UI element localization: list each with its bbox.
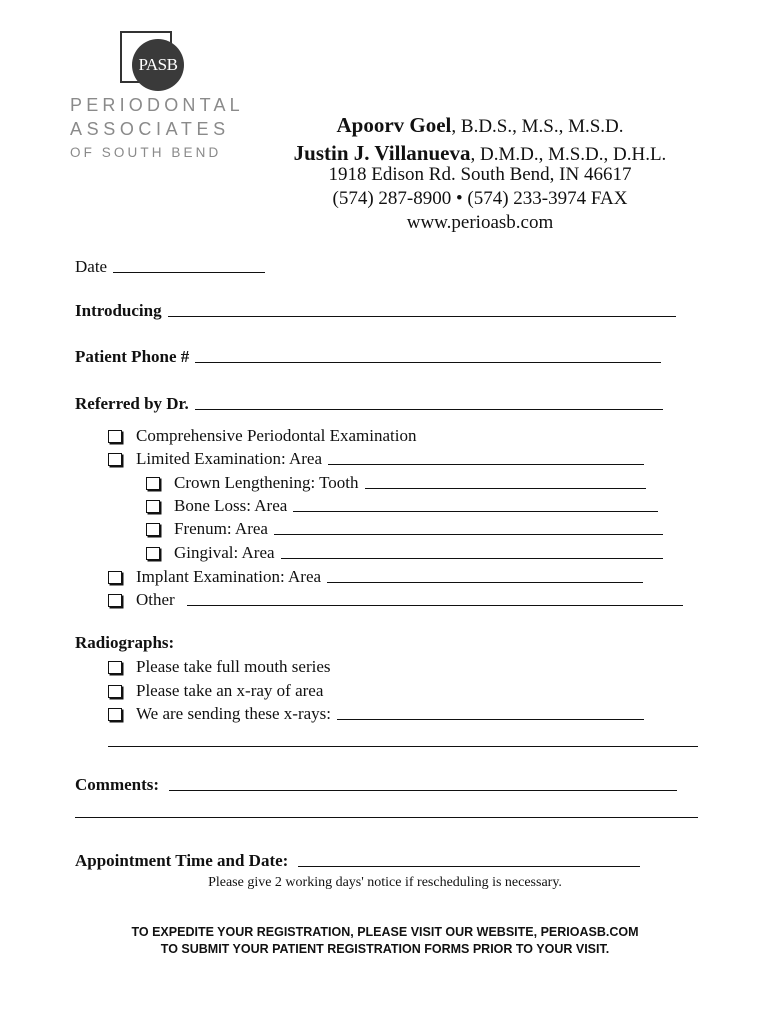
- radiographs-heading: Radiographs:: [75, 633, 175, 652]
- logo-line-1: PERIODONTAL: [70, 95, 244, 115]
- radiograph-full-series[interactable]: [108, 657, 331, 677]
- option-crown-lengthening[interactable]: [146, 473, 646, 493]
- other-field[interactable]: [187, 605, 683, 606]
- patient-phone-label: Patient Phone #: [75, 347, 190, 366]
- checkbox[interactable]: [108, 453, 122, 466]
- checkbox[interactable]: [146, 547, 160, 560]
- option-label: Please take an x-ray of area: [136, 681, 324, 700]
- date-label: Date: [75, 257, 108, 276]
- radiograph-sending[interactable]: [108, 704, 644, 724]
- checkbox[interactable]: [108, 708, 122, 721]
- referred-by-label: Referred by Dr.: [75, 394, 189, 413]
- logo-line-3: OF SOUTH BEND: [70, 145, 222, 160]
- checkbox[interactable]: [108, 685, 122, 698]
- checkbox[interactable]: [108, 571, 122, 584]
- comments-label: Comments:: [75, 775, 160, 794]
- radiographs-heading-row: [75, 633, 174, 653]
- practice-logo: [120, 31, 186, 85]
- checkbox[interactable]: [108, 430, 122, 443]
- checkbox[interactable]: [108, 594, 122, 607]
- doctor-2-name: Justin J. Villanueva: [293, 141, 471, 165]
- comments-field[interactable]: [169, 790, 677, 791]
- implant-area-field[interactable]: [327, 582, 643, 583]
- doctor-2: [250, 141, 710, 166]
- bone-area-field[interactable]: [293, 511, 658, 512]
- appointment-field[interactable]: [298, 866, 640, 867]
- appointment-label: Appointment Time and Date:: [75, 851, 289, 870]
- comments-field-continued[interactable]: [75, 817, 698, 818]
- option-label: Crown Lengthening: Tooth: [174, 473, 359, 492]
- option-label: We are sending these x-rays:: [136, 704, 332, 723]
- option-label: Frenum: Area: [174, 519, 268, 538]
- footer-line-1: TO EXPEDITE YOUR REGISTRATION, PLEASE VISIT OUR WEBSITE, PERIOASB.COM: [131, 925, 639, 939]
- option-label: Other: [136, 590, 175, 609]
- introducing-row: [75, 301, 676, 321]
- introducing-label: Introducing: [75, 301, 162, 320]
- frenum-area-field[interactable]: [274, 534, 663, 535]
- practice-phone: (574) 287-8900 • (574) 233-3974 FAX: [332, 188, 628, 209]
- practice-website[interactable]: www.perioasb.com: [406, 212, 554, 233]
- practice-address: 1918 Edison Rd. South Bend, IN 46617: [328, 164, 632, 185]
- introducing-field[interactable]: [168, 316, 676, 317]
- checkbox[interactable]: [146, 523, 160, 536]
- radiograph-area[interactable]: [108, 681, 323, 701]
- crown-tooth-field[interactable]: [365, 488, 646, 489]
- limited-area-field[interactable]: [328, 464, 644, 465]
- checkbox[interactable]: [146, 500, 160, 513]
- appointment-row: [75, 851, 640, 871]
- footer-line-2: TO SUBMIT YOUR PATIENT REGISTRATION FORMS PRIOR TO YOUR VISIT.: [160, 942, 610, 956]
- referred-by-field[interactable]: [195, 409, 663, 410]
- option-limited[interactable]: [108, 449, 644, 469]
- patient-phone-row: [75, 347, 661, 367]
- sending-xrays-field-continued[interactable]: [108, 746, 698, 747]
- referred-by-row: [75, 394, 663, 414]
- logo-line-2: ASSOCIATES: [70, 119, 230, 139]
- option-bone-loss[interactable]: [146, 496, 658, 516]
- option-label: Please take full mouth series: [136, 657, 331, 676]
- option-label: Bone Loss: Area: [174, 496, 288, 515]
- option-label: Gingival: Area: [174, 543, 275, 562]
- date-field[interactable]: [113, 272, 265, 273]
- patient-phone-field[interactable]: [195, 362, 661, 363]
- doctor-2-credentials: , D.M.D., M.S.D., D.H.L.: [470, 144, 667, 165]
- option-other[interactable]: [108, 590, 683, 610]
- option-gingival[interactable]: [146, 543, 663, 563]
- doctor-1: [250, 113, 710, 138]
- checkbox[interactable]: [146, 477, 160, 490]
- option-label: Limited Examination: Area: [136, 449, 323, 468]
- option-label: Comprehensive Periodontal Examination: [136, 426, 417, 445]
- reschedule-note: Please give 2 working days' notice if rescheduling is necessary.: [208, 875, 562, 890]
- option-label: Implant Examination: Area: [136, 567, 322, 586]
- checkbox[interactable]: [108, 661, 122, 674]
- doctor-1-credentials: , B.D.S., M.S., M.S.D.: [451, 116, 624, 137]
- sending-xrays-field[interactable]: [337, 719, 644, 720]
- date-row: [75, 257, 265, 277]
- option-implant[interactable]: [108, 567, 643, 587]
- gingival-area-field[interactable]: [281, 558, 663, 559]
- logo-monogram: PASB: [132, 39, 184, 91]
- comments-row: [75, 775, 677, 795]
- option-frenum[interactable]: [146, 519, 663, 539]
- option-comprehensive[interactable]: [108, 426, 416, 446]
- doctor-1-name: Apoorv Goel: [336, 113, 452, 137]
